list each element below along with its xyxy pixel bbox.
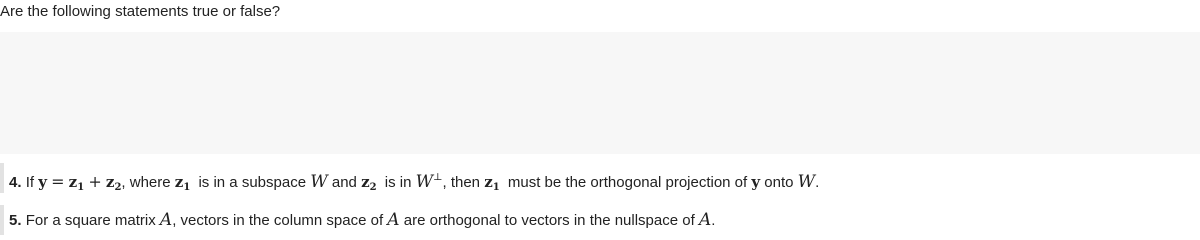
question-5-text: [9, 211, 715, 230]
q4-z1: $z_1$: [68, 173, 85, 193]
question-4-number: 4.: [9, 174, 22, 191]
row-bar: [0, 163, 4, 193]
q4-text-projection: must be the orthogonal projection of: [507, 174, 748, 191]
q5-text-column: , vectors in the column space of: [172, 212, 384, 229]
q4-y: y: [38, 173, 47, 191]
q4-equals: =: [51, 172, 65, 191]
q5-period: .: [711, 212, 716, 229]
q4-z2: $z_2$: [105, 173, 122, 193]
q4-text-isin: is in: [384, 174, 412, 191]
q4-text-and: and: [331, 174, 357, 191]
question-4-text: [9, 169, 819, 197]
q4-period: .: [815, 174, 820, 191]
q4-z2b: $z_2$: [361, 173, 377, 193]
q4-plus: +: [88, 172, 102, 191]
q4-W-perp: W⊥: [415, 172, 443, 192]
question-row-4[interactable]: [0, 163, 1200, 193]
q4-z1c: $z_1$: [484, 173, 500, 193]
row-bar: [0, 205, 4, 235]
q4-text-where: , where: [121, 174, 171, 191]
question-5-number: 5.: [9, 212, 22, 229]
q4-text-onto: onto: [764, 174, 794, 191]
q4-z1b: $z_1$: [174, 173, 191, 193]
q4-text-if: If: [25, 174, 35, 191]
q5-A3: A: [698, 210, 712, 230]
q4-W2: W: [797, 172, 816, 192]
q4-y2: y: [751, 173, 761, 191]
q4-W: W: [310, 172, 328, 192]
prompt-text: Are the following statements true or false?: [0, 3, 281, 20]
q4-text-subspace: is in a subspace: [198, 174, 307, 191]
q4-text-then: , then: [442, 174, 481, 191]
q5-text-orthogonal: are orthogonal to vectors in the nullspace of: [403, 212, 695, 229]
q5-A2: A: [387, 210, 400, 230]
q5-text-square: For a square matrix: [25, 212, 156, 229]
answer-area[interactable]: [0, 32, 1200, 154]
question-row-5[interactable]: [0, 205, 1200, 235]
q5-A: A: [159, 210, 173, 230]
